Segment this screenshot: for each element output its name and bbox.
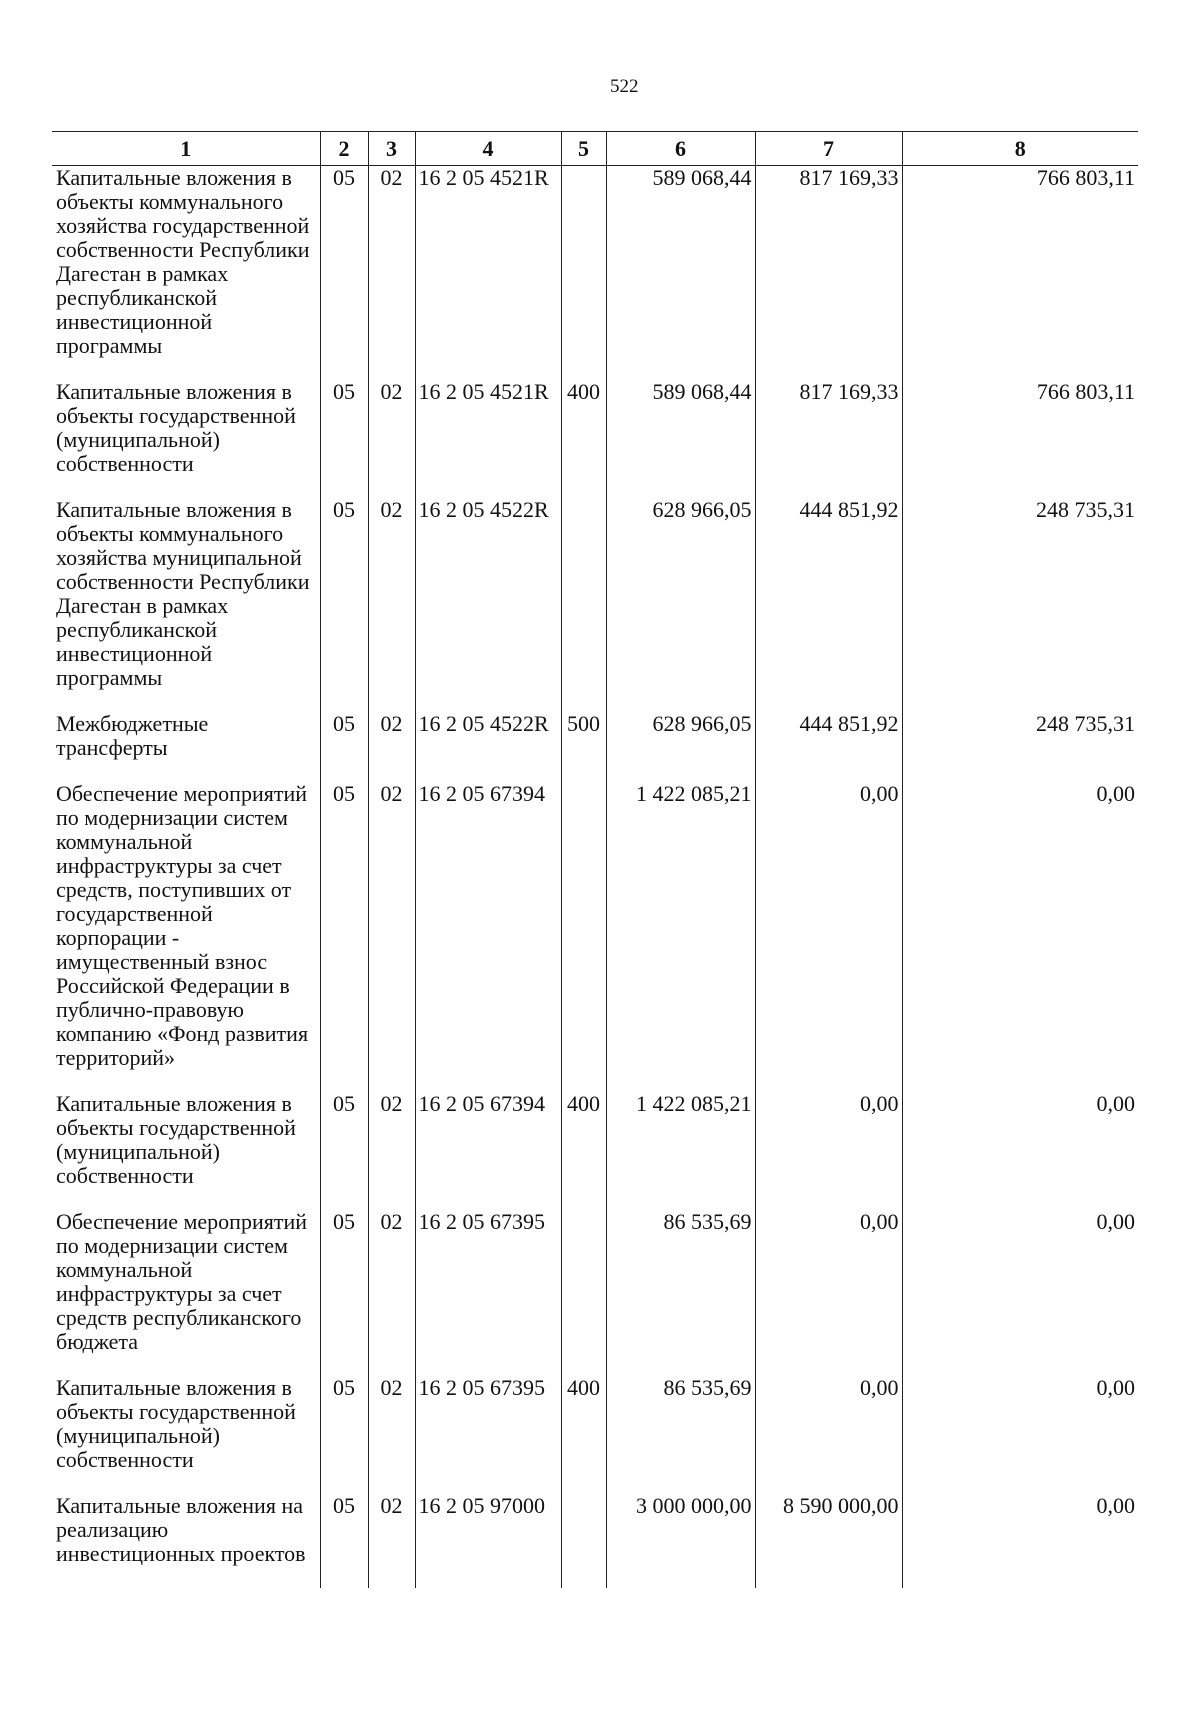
amount-col-6: 86 535,69 <box>606 1376 755 1494</box>
target-article-code: 16 2 05 4521R <box>415 166 561 381</box>
row-description: Капитальные вложения на реализацию инвестиционных проектов <box>56 1493 306 1566</box>
section-code: 05 <box>320 1092 368 1210</box>
amount-col-6: 1 422 085,21 <box>606 1092 755 1210</box>
amount-col-8: 766 803,11 <box>902 380 1138 498</box>
column-header: 2 <box>320 132 368 166</box>
expense-type-code: 400 <box>561 1376 606 1494</box>
row-description: Обеспечение мероприятий по модернизации систем коммунальной инфраструктуры за счет средств республиканского бюджета <box>56 1209 308 1354</box>
section-code: 05 <box>320 498 368 712</box>
expense-type-code: 400 <box>561 380 606 498</box>
row-description: Капитальные вложения в объекты коммунального хозяйства муниципальной собственности Республики Дагестан в рамках республиканской инвестиционной программы <box>56 497 310 690</box>
table-header-row <box>52 132 1138 166</box>
expense-type-code <box>561 498 606 712</box>
table-row <box>52 1376 1138 1494</box>
amount-col-7: 8 590 000,00 <box>755 1494 902 1588</box>
subsection-code: 02 <box>368 380 415 498</box>
amount-col-7: 817 169,33 <box>755 380 902 498</box>
target-article-code: 16 2 05 4522R <box>415 498 561 712</box>
amount-col-6: 1 422 085,21 <box>606 782 755 1092</box>
target-article-code: 16 2 05 4521R <box>415 380 561 498</box>
subsection-code: 02 <box>368 166 415 381</box>
amount-col-8: 766 803,11 <box>902 166 1138 381</box>
subsection-code: 02 <box>368 712 415 782</box>
target-article-code: 16 2 05 97000 <box>415 1494 561 1588</box>
expense-type-code: 500 <box>561 712 606 782</box>
target-article-code: 16 2 05 67394 <box>415 782 561 1092</box>
column-header: 4 <box>415 132 561 166</box>
row-description: Капитальные вложения в объекты государственной (муниципальной) собственности <box>56 1375 296 1472</box>
amount-col-6: 628 966,05 <box>606 498 755 712</box>
row-description: Капитальные вложения в объекты государственной (муниципальной) собственности <box>56 379 296 476</box>
page-number: 522 <box>610 76 639 97</box>
amount-col-6: 628 966,05 <box>606 712 755 782</box>
row-description: Обеспечение мероприятий по модернизации систем коммунальной инфраструктуры за счет средств, поступивших от государственной корпорации - имущественный взнос Российской Федерации в публично-правовую компанию «Фонд развития территорий» <box>56 781 309 1070</box>
amount-col-7: 444 851,92 <box>755 498 902 712</box>
amount-col-7: 0,00 <box>755 1210 902 1376</box>
subsection-code: 02 <box>368 1494 415 1588</box>
table-row <box>52 166 1138 381</box>
subsection-code: 02 <box>368 1092 415 1210</box>
amount-col-8: 0,00 <box>902 782 1138 1092</box>
column-header: 6 <box>606 132 755 166</box>
table-row <box>52 782 1138 1092</box>
amount-col-6: 589 068,44 <box>606 166 755 381</box>
amount-col-8: 248 735,31 <box>902 712 1138 782</box>
amount-col-8: 0,00 <box>902 1376 1138 1494</box>
section-code: 05 <box>320 1210 368 1376</box>
amount-col-8: 0,00 <box>902 1210 1138 1376</box>
section-code: 05 <box>320 1376 368 1494</box>
amount-col-8: 248 735,31 <box>902 498 1138 712</box>
table-row <box>52 712 1138 782</box>
amount-col-8: 0,00 <box>902 1092 1138 1210</box>
amount-col-6: 589 068,44 <box>606 380 755 498</box>
amount-col-7: 0,00 <box>755 1092 902 1210</box>
expense-type-code: 400 <box>561 1092 606 1210</box>
row-description: Межбюджетные трансферты <box>56 711 209 760</box>
expense-type-code <box>561 1210 606 1376</box>
subsection-code: 02 <box>368 1376 415 1494</box>
column-header: 1 <box>52 132 320 166</box>
column-header: 8 <box>902 132 1138 166</box>
row-description: Капитальные вложения в объекты государственной (муниципальной) собственности <box>56 1091 296 1188</box>
column-header: 5 <box>561 132 606 166</box>
amount-col-6: 3 000 000,00 <box>606 1494 755 1588</box>
expense-type-code <box>561 166 606 381</box>
section-code: 05 <box>320 782 368 1092</box>
table-row <box>52 1494 1138 1588</box>
section-code: 05 <box>320 1494 368 1588</box>
subsection-code: 02 <box>368 498 415 712</box>
row-description: Капитальные вложения в объекты коммунального хозяйства государственной собственности Республики Дагестан в рамках республиканской инвестиционной программы <box>56 165 310 358</box>
amount-col-7: 0,00 <box>755 782 902 1092</box>
expense-type-code <box>561 1494 606 1588</box>
column-header: 7 <box>755 132 902 166</box>
table-row <box>52 1092 1138 1210</box>
target-article-code: 16 2 05 67394 <box>415 1092 561 1210</box>
amount-col-7: 817 169,33 <box>755 166 902 381</box>
target-article-code: 16 2 05 67395 <box>415 1210 561 1376</box>
section-code: 05 <box>320 712 368 782</box>
subsection-code: 02 <box>368 782 415 1092</box>
budget-table <box>52 131 1138 1588</box>
amount-col-7: 444 851,92 <box>755 712 902 782</box>
section-code: 05 <box>320 380 368 498</box>
amount-col-6: 86 535,69 <box>606 1210 755 1376</box>
expense-type-code <box>561 782 606 1092</box>
target-article-code: 16 2 05 67395 <box>415 1376 561 1494</box>
table-row <box>52 380 1138 498</box>
amount-col-8: 0,00 <box>902 1494 1138 1588</box>
column-header: 3 <box>368 132 415 166</box>
subsection-code: 02 <box>368 1210 415 1376</box>
amount-col-7: 0,00 <box>755 1376 902 1494</box>
table-row <box>52 498 1138 712</box>
section-code: 05 <box>320 166 368 381</box>
table-row <box>52 1210 1138 1376</box>
target-article-code: 16 2 05 4522R <box>415 712 561 782</box>
